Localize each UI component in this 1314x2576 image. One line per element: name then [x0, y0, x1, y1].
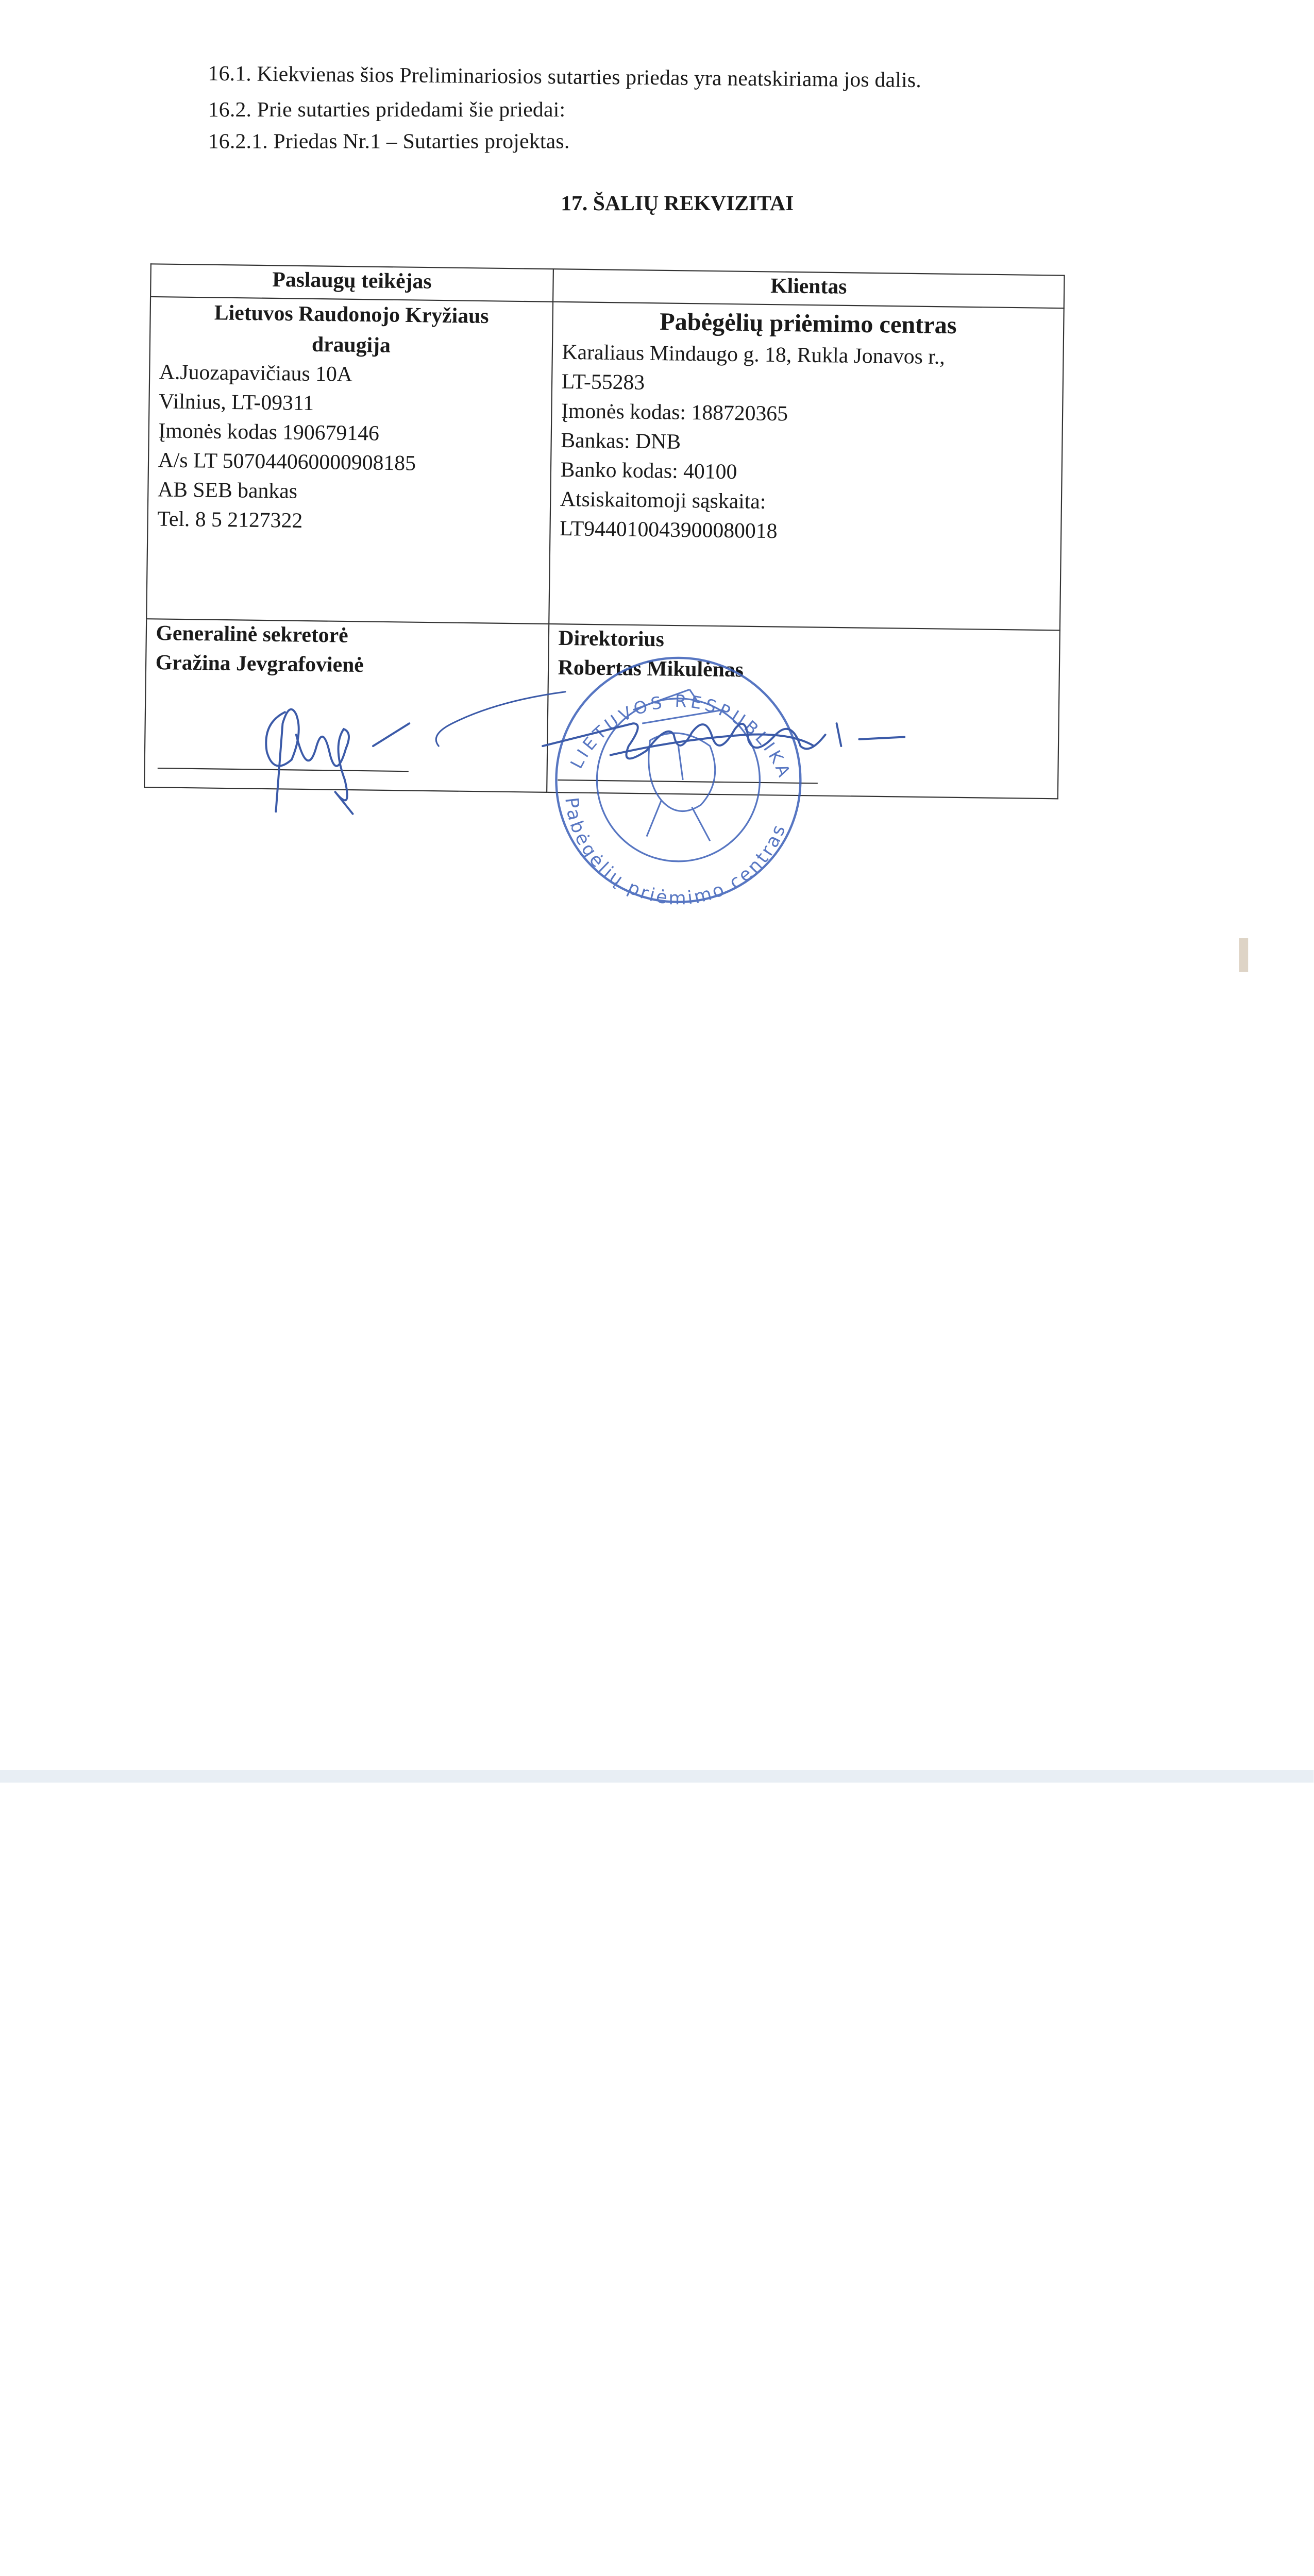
provider-company-code: Įmonės kodas 190679146	[158, 419, 380, 446]
client-postcode: LT-55283	[561, 370, 645, 395]
provider-sign-name: Gražina Jevgrafovienė	[155, 651, 364, 678]
client-signature-cell	[547, 624, 1060, 799]
stamp-bottom-text: Pabėgėlių priėmimo centras	[561, 796, 790, 909]
provider-org-line1: Lietuvos Raudonojo Kryžiaus	[214, 301, 489, 329]
client-sign-title: Direktorius	[558, 626, 665, 652]
requisites-table	[144, 263, 1065, 799]
client-bank: Bankas: DNB	[561, 429, 681, 454]
requisites-table-wrap	[143, 263, 1066, 828]
client-account-label: Atsiskaitomoji sąskaita:	[560, 487, 766, 514]
clause-16-1: 16.1. Kiekvienas šios Preliminariosios sutarties priedas yra neatskiriama jos dalis.	[208, 62, 922, 93]
stamp-top-text: LIETUVOS RESPUBLIKA	[566, 690, 796, 783]
provider-phone: Tel. 8 5 2127322	[157, 507, 303, 533]
client-company-code: Įmonės kodas: 188720365	[561, 399, 788, 427]
client-bank-code: Banko kodas: 40100	[560, 458, 737, 485]
provider-city: Vilnius, LT-09311	[158, 390, 314, 416]
provider-bank: AB SEB bankas	[157, 478, 298, 504]
client-sign-name: Robertas Mikulėnas	[558, 656, 744, 683]
provider-org-line2: draugija	[311, 333, 391, 358]
provider-address: A.Juozapavičiaus 10A	[159, 361, 353, 387]
provider-details	[146, 297, 553, 624]
client-header: Klientas	[553, 269, 1064, 308]
provider-sign-title: Generalinė sekretorė	[156, 621, 348, 648]
client-address: Karaliaus Mindaugo g. 18, Rukla Jonavos r.,	[562, 341, 946, 370]
client-org: Pabėgėlių priėmimo centras	[659, 307, 957, 340]
clause-16-2: 16.2. Prie sutarties pridedami šie priedai:	[208, 98, 566, 122]
client-details	[549, 302, 1064, 631]
provider-header: Paslaugų teikėjas	[150, 264, 553, 301]
provider-account: A/s LT 507044060000908185	[158, 449, 416, 476]
section-title: 17. ŠALIŲ REKVIZITAI	[561, 192, 794, 216]
scan-artifact	[1239, 938, 1249, 972]
clause-16-2-1: 16.2.1. Priedas Nr.1 – Sutarties projektas.	[208, 130, 570, 154]
client-account-number: LT944010043900080018	[559, 517, 778, 544]
scan-bottom-edge	[0, 1770, 1313, 1783]
provider-signature-cell	[144, 619, 549, 792]
